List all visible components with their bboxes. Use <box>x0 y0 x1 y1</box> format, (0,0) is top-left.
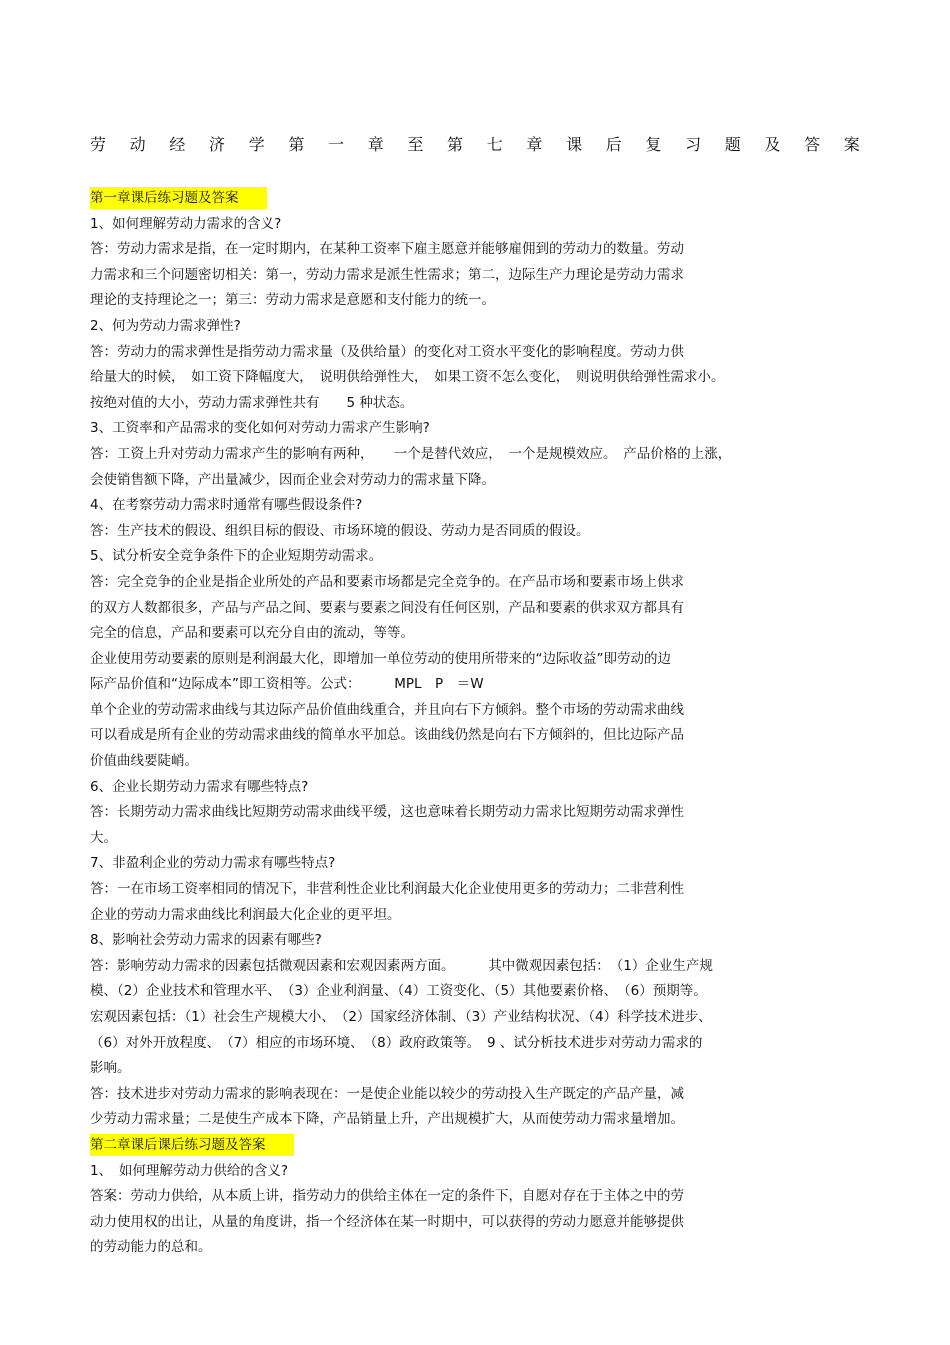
text-line: 7、非盈利企业的劳动力需求有哪些特点? <box>90 855 336 872</box>
title-char: 七 <box>486 135 503 154</box>
title-char: 至 <box>407 135 424 154</box>
title-char: 劳 <box>90 135 107 154</box>
title-char: 及 <box>764 135 781 154</box>
title-char: 济 <box>209 135 226 154</box>
title-char: 案 <box>843 135 860 154</box>
title-char: 复 <box>645 135 662 154</box>
text-line: 完全的信息，产品和要素可以充分自由的流动，等等。 <box>90 625 414 642</box>
text-line: 8、影响社会劳动力需求的因素有哪些? <box>90 932 322 949</box>
text-line: 可以看成是所有企业的劳动需求曲线的简单水平加总。该曲线仍然是向右下方倾斜的，但比边际产品 <box>90 727 684 744</box>
title-char: 动 <box>129 135 146 154</box>
text-line: 答案：劳动力供给，从本质上讲，指劳动力的供给主体在一定的条件下，自愿对存在于主体之中的劳 <box>90 1188 684 1205</box>
text-line: 理论的支持理论之一；第三：劳动力需求是意愿和支付能力的统一。 <box>90 292 495 309</box>
title-char: 学 <box>248 135 265 154</box>
title-char: 第 <box>288 135 305 154</box>
text-line: 宏观因素包括：（1）社会生产规模大小、 （2）国家经济体制、（3）产业结构状况、（4）科学技术进步、 <box>90 1009 712 1025</box>
text-line: 答：完全竞争的企业是指企业所处的产品和要素市场都是完全竞争的。在产品市场和要素市场上供求 <box>90 573 684 590</box>
title-char: 章 <box>367 135 384 154</box>
title-char: 后 <box>605 135 622 154</box>
text-line: 1、 如何理解劳动力供给的含义? <box>90 1162 289 1179</box>
text-line: 答：长期劳动力需求曲线比短期劳动需求曲线平缓，这也意味着长期劳动力需求比短期劳动需求弹性 <box>90 804 684 821</box>
title-char: 习 <box>685 135 702 154</box>
text-line: 影响。 <box>90 1060 131 1077</box>
text-line: 6、企业长期劳动力需求有哪些特点? <box>90 778 309 795</box>
title-char: 第 <box>447 135 464 154</box>
text-line: 单个企业的劳动需求曲线与其边际产品价值曲线重合，并且向右下方倾斜。整个市场的劳动需求曲线 <box>90 701 684 718</box>
text-line: 答：一在市场工资率相同的情况下，非营利性企业比利润最大化企业使用更多的劳动力；二非营利性 <box>90 881 684 898</box>
text-line: 际产品价值和“边际成本”即工资相等。公式： MPL P ＝W <box>90 676 484 693</box>
text-line: 价值曲线要陡峭。 <box>90 753 198 770</box>
title-char: 章 <box>526 135 543 154</box>
text-line: 的劳动能力的总和。 <box>90 1239 212 1256</box>
text-line: 给量大的时候， 如工资下降幅度大， 说明供给弹性大， 如果工资不怎么变化， 则说明供给弹性需求小。 <box>90 369 725 386</box>
title-char: 一 <box>328 135 345 154</box>
section-heading <box>90 1133 870 1159</box>
text-line: 大。 <box>90 829 117 846</box>
text-line: 模、（2）企业技术和管理水平、 （3）企业利润量、（4）工资变化、（5）其他要素价格、 （6）预期等。 <box>90 983 707 1000</box>
text-line: 动力使用权的出让，从量的角度讲，指一个经济体在某一时期中，可以获得的劳动力愿意并能够提供 <box>90 1213 684 1230</box>
title-char: 经 <box>169 135 186 154</box>
text-line: 答：劳动力需求是指，在一定时期内，在某种工资率下雇主愿意并能够雇佣到的劳动力的数量。劳动 <box>90 241 684 258</box>
section-heading-text: 第二章课后课后练习题及答案 <box>90 1134 294 1156</box>
text-line: 答：工资上升对劳动力需求产生的影响有两种， 一个是替代效应， 一个是规模效应。 产品价格的上涨， <box>90 445 732 462</box>
text-line: 少劳动力需求量；二是使生产成本下降，产品销量上升，产出规模扩大，从而使劳动力需求量增加。 <box>90 1111 684 1128</box>
text-line: 会使销售额下降，产出量减少，因而企业会对劳动力的需求量下降。 <box>90 471 495 488</box>
text-line: 答：影响劳动力需求的因素包括微观因素和宏观因素两方面。 其中微观因素包括： （1）企业生产规 <box>90 957 713 974</box>
text-line: 5、试分析安全竞争条件下的企业短期劳动需求。 <box>90 548 383 565</box>
title-char: 答 <box>804 135 821 154</box>
section-heading-text: 第一章课后练习题及答案 <box>90 187 267 209</box>
text-line: 答：技术进步对劳动力需求的影响表现在：一是使企业能以较少的劳动投入生产既定的产品产量，减 <box>90 1085 684 1102</box>
text-line: 2、何为劳动力需求弹性? <box>90 317 241 334</box>
text-line: （6）对外开放程度、 （7）相应的市场环境、 （8）政府政策等。 9 、试分析技术进步对劳动力需求的 <box>90 1034 703 1051</box>
text-line: 4、在考察劳动力需求时通常有哪些假设条件? <box>90 497 363 514</box>
text-line: 的双方人数都很多，产品与产品之间、要素与要素之间没有任何区别，产品和要素的供求双方都具有 <box>90 599 684 616</box>
title-char: 课 <box>566 135 583 154</box>
document-body <box>90 186 870 1261</box>
text-line: 答：生产技术的假设、组织目标的假设、市场环境的假设、劳动力是否同质的假设。 <box>90 522 590 539</box>
text-line: 1、如何理解劳动力需求的含义? <box>90 215 282 232</box>
text-line: 3、工资率和产品需求的变化如何对劳动力需求产生影响? <box>90 420 430 437</box>
text-line: 答：劳动力的需求弹性是指劳动力需求量（及供给量）的变化对工资水平变化的影响程度。劳动力供 <box>90 343 684 360</box>
document-title <box>90 132 860 155</box>
section-heading <box>90 186 870 212</box>
text-line: 企业使用劳动要素的原则是利润最大化，即增加一单位劳动的使用所带来的“边际收益”即劳动的边 <box>90 650 671 667</box>
text-line: 企业的劳动力需求曲线比利润最大化企业的更平坦。 <box>90 906 401 923</box>
title-char: 题 <box>724 135 741 154</box>
text-line: 力需求和三个问题密切相关：第一，劳动力需求是派生性需求；第二，边际生产力理论是劳动力需求 <box>90 266 684 283</box>
text-line: 按绝对值的大小，劳动力需求弹性共有 5 种状态。 <box>90 394 414 411</box>
